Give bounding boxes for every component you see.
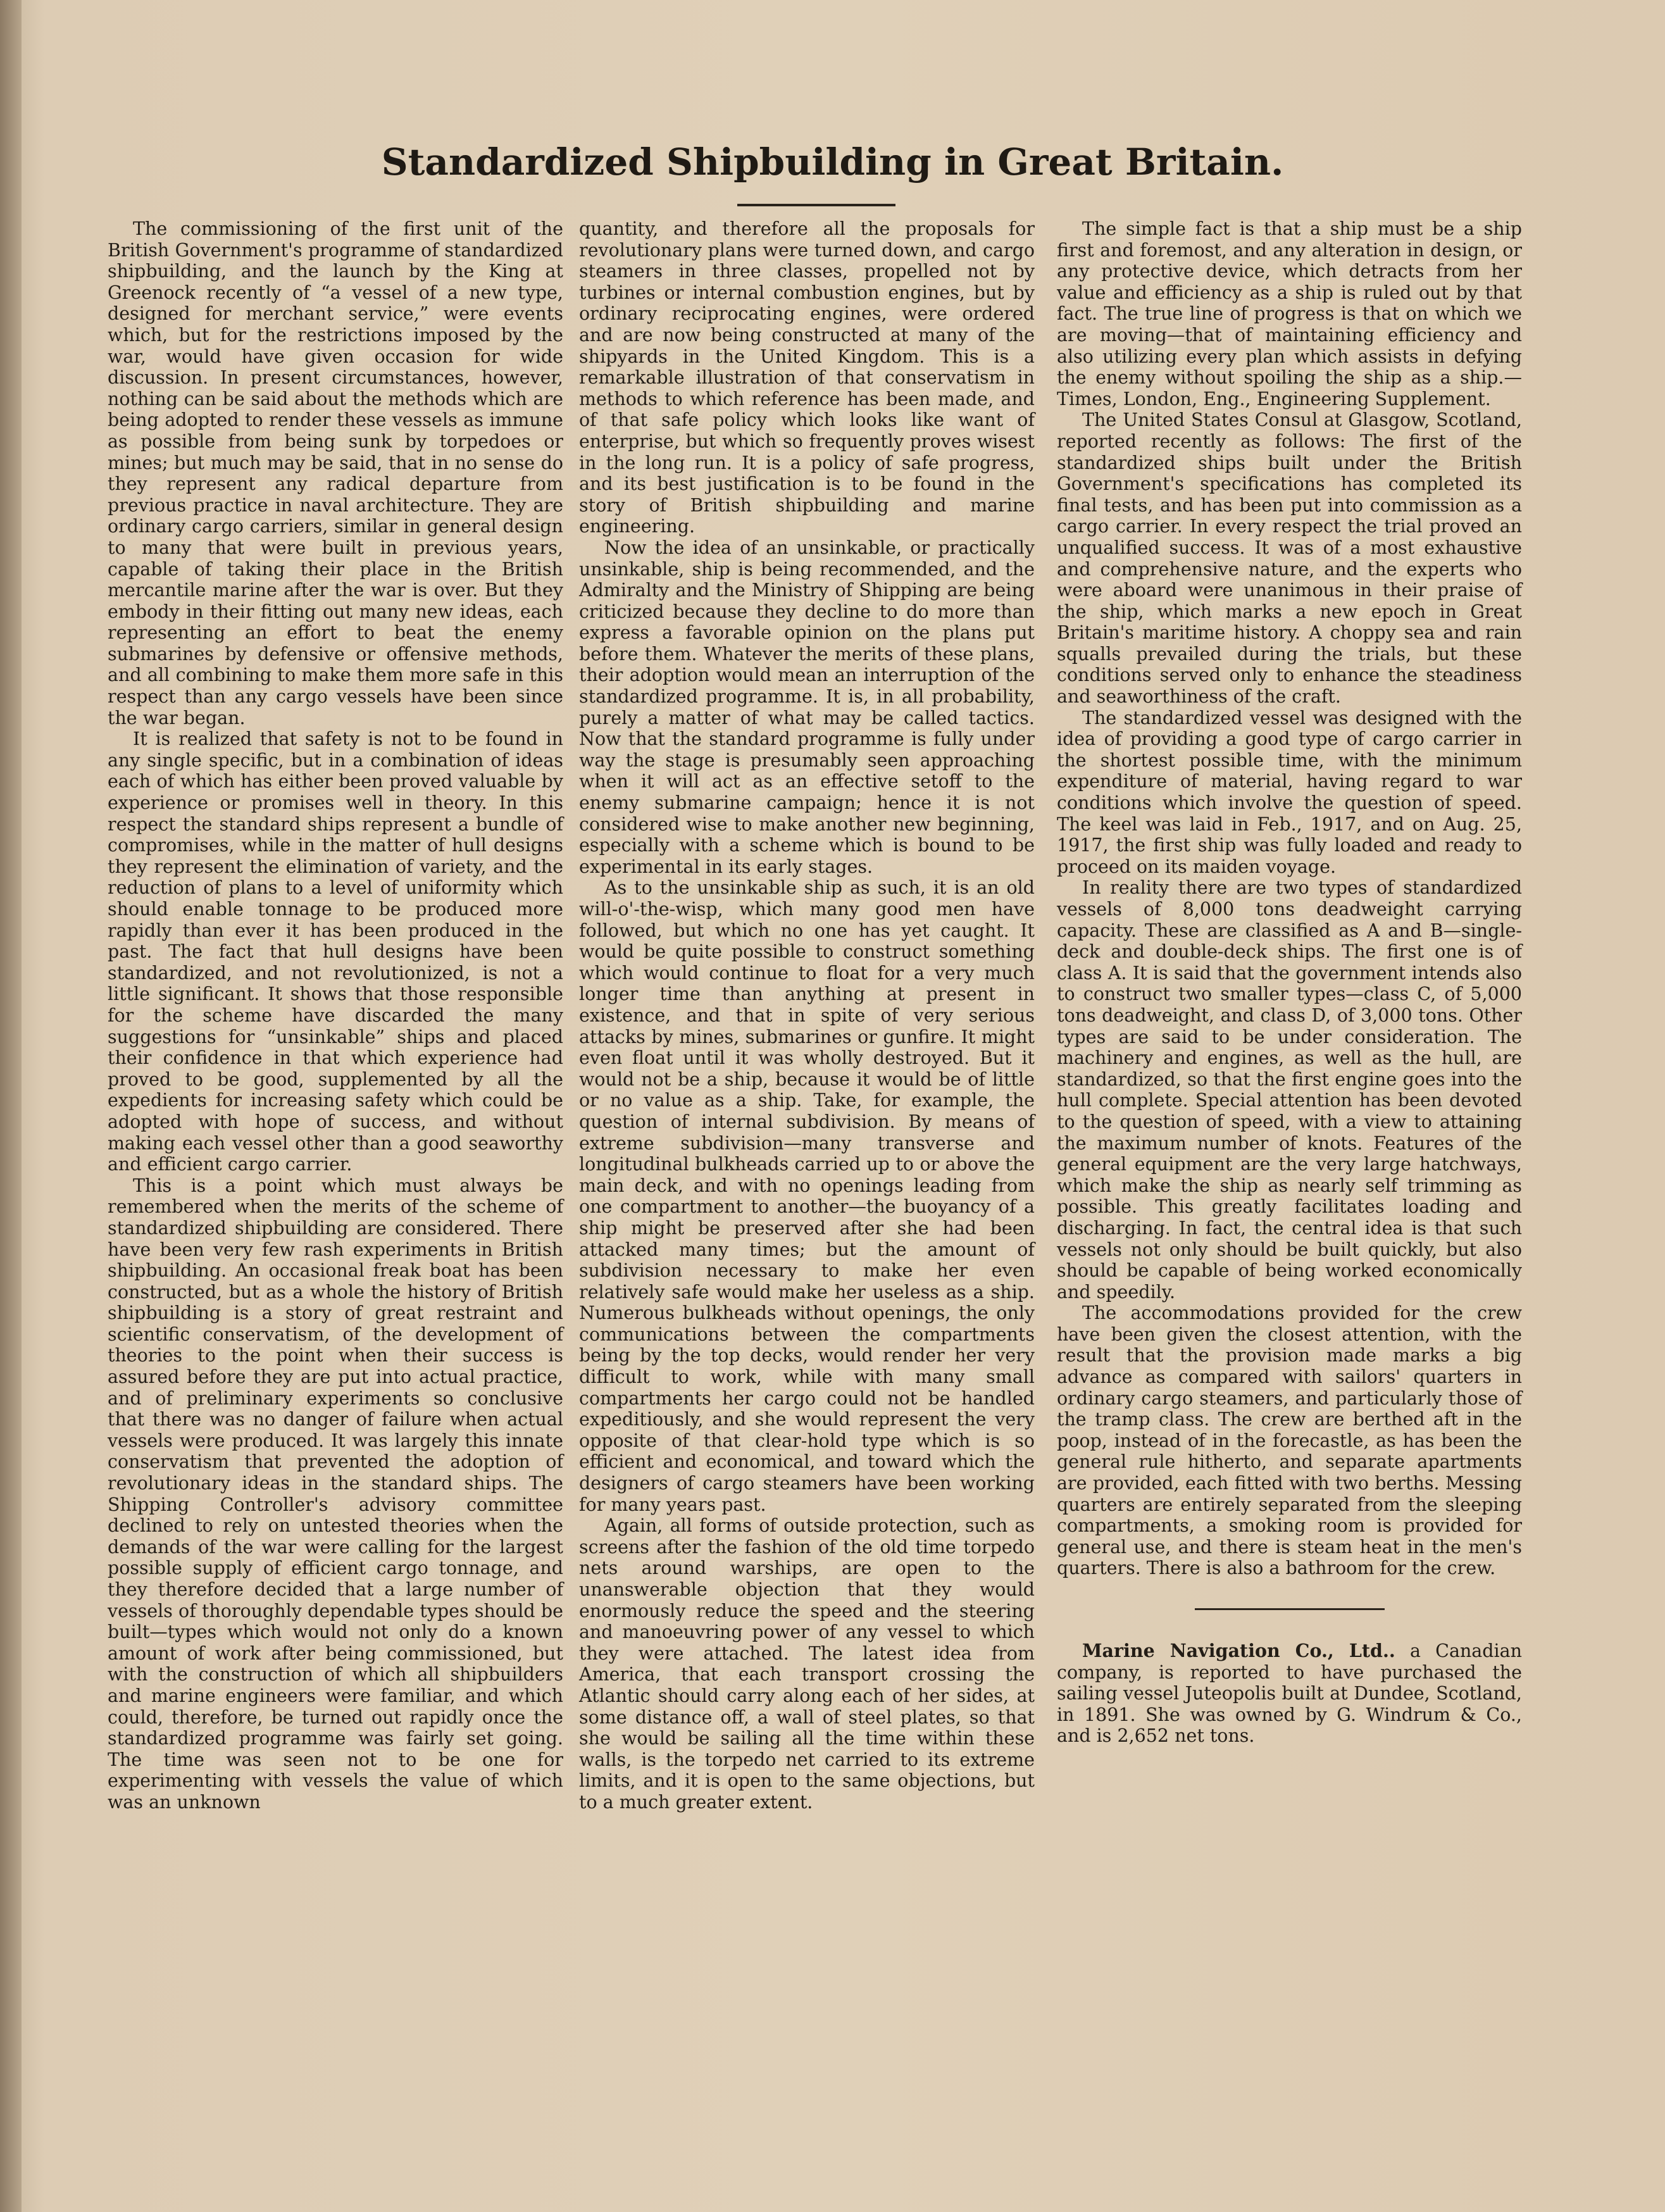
paragraph: quantity, and therefore all the proposals for revolutionary plans were turned down, and cargo steamers in three classes, propelled not by turbines or internal combustion engines, but by ordinary reciprocating engines, were ordered and are now being constructed at many of the shipyards in the United Kingdom. This is a remarkable illustration of that conservatism in methods to which reference has been made, and of that safe policy which looks like want of enterprise, but which so frequently proves wisest in the long run. It is a policy of safe progress, and its best justification is to be found in the story of British shipbuilding and marine engineering. (579, 218, 1035, 537)
paragraph: In reality there are two types of standardized vessels of 8,000 tons deadweight carrying capacity. These are classified as A and B—single-deck and double-deck ships. The first one is of class A. It is said that the government intends also to construct two smaller types—class C, of 5,000 tons deadweight, and class D, of 3,000 tons. Other types are said to be under consideration. The machinery and engines, as well as the hull, are standardized, so that the first engine goes into the hull complete. Special attention has been devoted to the question of speed, with a view to attaining the maximum number of knots. Features of the general equipment are the very large hatchways, which make the ship as nearly self trimming as possible. This greatly facilitates loading and discharging. In fact, the central idea is that such vessels not only should be built quickly, but also should be capable of being worked economically and speedily. (1057, 877, 1522, 1303)
paragraph: The United States Consul at Glasgow, Scotland, reported recently as follows: The first of the standardized ships built under the British Government's specifications has completed its final tests, and has been put into commission as a cargo carrier. In every respect the trial proved an unqualified success. It was of a most exhaustive and comprehensive nature, and the experts who were aboard were unanimous in their praise of the ship, which marks a new epoch in Great Britain's maritime history. A choppy sea and rain squalls prevailed during the trials, but these conditions served only to enhance the steadiness and seaworthiness of the craft. (1057, 409, 1522, 708)
notice-lead: Marine Navigation Co., Ltd.. (1082, 1640, 1395, 1661)
paragraph: This is a point which must always be remembered when the merits of the scheme of standardized shipbuilding are considered. There have been very few rash experiments in British shipbuilding. An occasional freak boat has been constructed, but as a whole the history of British shipbuilding is a story of great restraint and scientific conservatism, of the development of theories to the point when their success is assured before they are put into actual practice, and of preliminary experiments so conclusive that there was no danger of failure when actual vessels were produced. It was largely this innate conservatism that prevented the adoption of revolutionary ideas in the standard ships. The Shipping Controller's advisory committee declined to rely on untested theories when the demands of the war were calling for the largest possible supply of efficient cargo tonnage, and they therefore decided that a large number of vessels of thoroughly dependable types should be built—types which would not only do a known amount of work after being commissioned, but with the construction of which all shipbuilders and marine engineers were familiar, and which could, therefore, be turned out rapidly once the standardized programme was fairly set going. The time was seen not to be one for experimenting with vessels the value of which was an unknown (108, 1175, 563, 1813)
paragraph: It is realized that safety is not to be found in any single specific, but in a combination of ideas each of which has either been proved valuable by experience or promises well in theory. In this respect the standard ships represent a bundle of compromises, while in the matter of hull designs they represent the elimination of variety, and the reduction of plans to a level of uniformity which should enable tonnage to be produced more rapidly than ever it has been produced in the past. The fact that hull designs have been standardized, and not revolutionized, is not a little significant. It shows that those responsible for the scheme have discarded the many suggestions for “unsinkable” ships and placed their confidence in that which experience had proved to be good, supplemented by all the expedients for increasing safety which could be adopted with hope of success, and without making each vessel other than a good seaworthy and efficient cargo carrier. (108, 728, 563, 1175)
paragraph: The simple fact is that a ship must be a ship first and foremost, and any alteration in design, or any protective device, which detracts from her value and efficiency as a ship is ruled out by that fact. The true line of progress is that on which we are moving—that of maintaining efficiency and also utilizing every plan which assists in defying the enemy without spoiling the ship as a ship.—Times, London, Eng., Engineering Supplement. (1057, 218, 1522, 409)
notice-text: a Canadian company, is reported to have purchased the sailing vessel Juteopolis built at Dundee, Scotland, in 1891. She was owned by G. Windrum & Co., and is 2,652 net tons. (1057, 1640, 1522, 1747)
article-column-2 (579, 218, 1035, 1813)
article-column-3 (1057, 218, 1522, 1747)
title-divider (737, 204, 895, 206)
page-binding-shadow (0, 0, 22, 2212)
paragraph: The accommodations provided for the crew have been given the closest attention, with the result that the provision made marks a big advance as compared with sailors' quarters in ordinary cargo steamers, and particularly those of the tramp class. The crew are berthed aft in the poop, instead of in the forecastle, as has been the general rule hitherto, and separate apartments are provided, each fitted with two berths. Messing quarters are entirely separated from the sleeping compartments, a smoking room is provided for general use, and there is steam heat in the men's quarters. There is also a bathroom for the crew. (1057, 1303, 1522, 1579)
article-column-1 (108, 218, 563, 1813)
paragraph: As to the unsinkable ship as such, it is an old will-o'-the-wisp, which many good men have followed, but which no one has yet caught. It would be quite possible to construct something which would continue to float for a very much longer time than anything at present in existence, and that in spite of very serious attacks by mines, submarines or gunfire. It might even float until it was wholly destroyed. But it would not be a ship, because it would be of little or no value as a ship. Take, for example, the question of internal subdivision. By means of extreme subdivision—many transverse and longitudinal bulkheads carried up to or above the main deck, and with no openings leading from one compartment to another—the buoyancy of a ship might be preserved after she had been attacked many times; but the amount of subdivision necessary to make her even relatively safe would make her useless as a ship. Numerous bulkheads without openings, the only communications between the compartments being by the top decks, would render her very difficult to work, while with many small compartments her cargo could not be handled expeditiously, and she would represent the very opposite of that clear-hold type which is so efficient and economical, and toward which the designers of cargo steamers have been working for many years past. (579, 877, 1035, 1515)
article-title: Standardized Shipbuilding in Great Britain. (381, 141, 1284, 184)
paragraph: The standardized vessel was designed with the idea of providing a good type of cargo carrier in the shortest possible time, with the minimum expenditure of material, having regard to war conditions which involve the question of speed. The keel was laid in Feb., 1917, and on Aug. 25, 1917, the first ship was fully loaded and ready to proceed on its maiden voyage. (1057, 707, 1522, 877)
paragraph: Now the idea of an unsinkable, or practically unsinkable, ship is being recommended, and the Admiralty and the Ministry of Shipping are being criticized because they decline to do more than express a favorable opinion on the plans put before them. Whatever the merits of these plans, their adoption would mean an interruption of the standardized programme. It is, in all probability, purely a matter of what may be called tactics. Now that the standard programme is fully under way the stage is presumably seen approaching when it will act as an effective setoff to the enemy submarine campaign; hence it is not considered wise to make another new beginning, especially with a scheme which is bound to be experimental in its early stages. (579, 537, 1035, 877)
section-divider (1195, 1608, 1385, 1610)
paragraph: Again, all forms of outside protection, such as screens after the fashion of the old time torpedo nets around warships, are open to the unanswerable objection that they would enormously reduce the speed and the steering and manoeuvring power of any vessel to which they were attached. The latest idea from America, that each transport crossing the Atlantic should carry along each of her sides, at some distance off, a wall of steel plates, so that she would be sailing all the time within these walls, is the torpedo net carried to its extreme limits, and it is open to the same objections, but to a much greater extent. (579, 1515, 1035, 1813)
news-notice (1057, 1640, 1522, 1747)
paragraph: The commissioning of the first unit of the British Government's programme of standardized shipbuilding, and the launch by the King at Greenock recently of “a vessel of a new type, designed for merchant service,” were events which, but for the restrictions imposed by the war, would have given occasion for wide discussion. In present circumstances, however, nothing can be said about the methods which are being adopted to render these vessels as immune as possible from being sunk by torpedoes or mines; but much may be said, that in no sense do they represent any radical departure from previous practice in naval architecture. They are ordinary cargo carriers, similar in general design to many that were built in previous years, capable of taking their place in the British mercantile marine after the war is over. But they embody in their fitting out many new ideas, each representing an effort to beat the enemy submarines by defensive or offensive methods, and all combining to make them more safe in this respect than any cargo vessels have been since the war began. (108, 218, 563, 728)
